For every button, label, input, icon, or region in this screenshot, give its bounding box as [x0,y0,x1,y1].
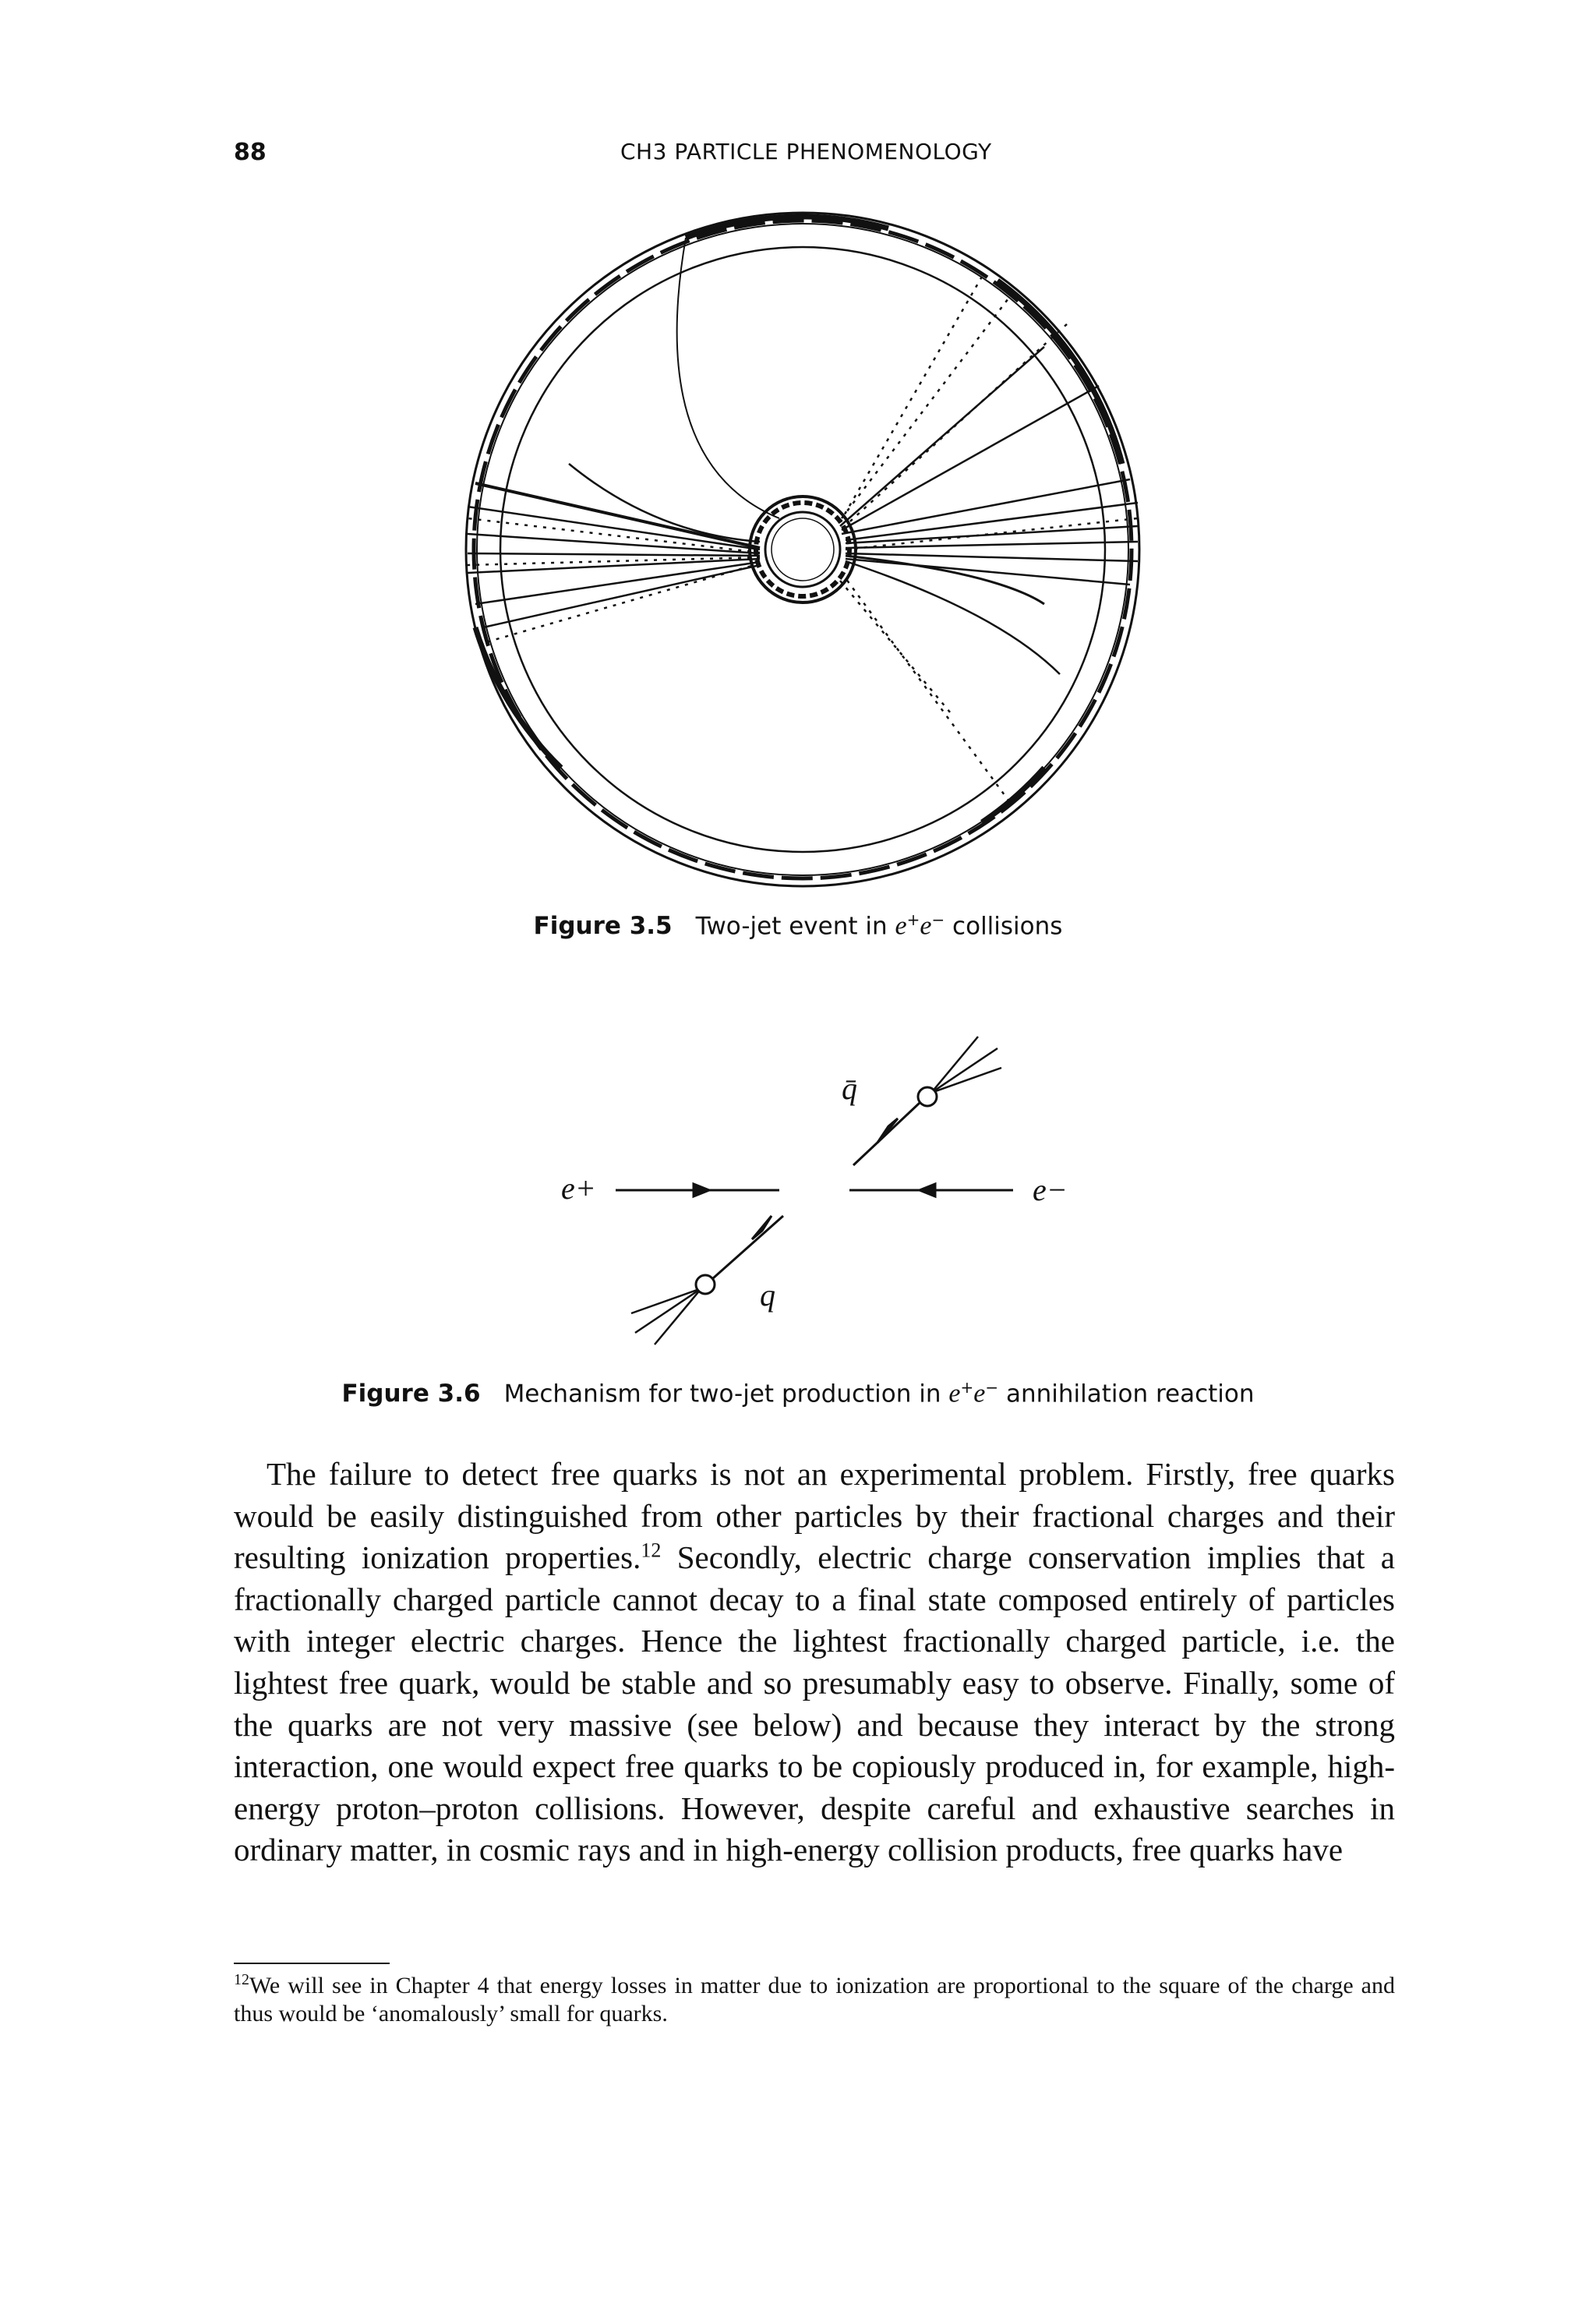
footnote-marker: 12 [234,1971,249,1988]
caption-e: e [973,1379,986,1408]
paragraph [234,1454,1395,1871]
figure-3-6-diagram [514,1005,1107,1348]
figure-3-6-caption [0,1378,1596,1408]
paragraph-text: The failure to detect free quarks is not an experimental problem. Firstly, free quarks would be easily distinguished from other particles by their fractional charges and their resulting ionization properties. [234,1456,1395,1576]
body-text [234,1454,1395,1871]
page-number: 88 [234,139,267,166]
caption-text: Two-jet event in [695,912,895,941]
outer-arc-hit-bottom [982,768,1044,822]
paragraph-text: Secondly, electric charge conservation implies that a fractionally charged particle cannot decay to a final state composed entirely of particles with integer electric charges. Hence the lightest fractionally charged particle, i.e. the lightest free quark, would be stable and so presumably easy to observe. Finally, some of the quarks are not very massive (see below) and because they interact by the strong interaction, one would expect free quarks to be copiously produced in, for example, high-energy proton–proton collisions. However, despite careful and exhaustive searches in ordinary matter, in cosmic rays and in high-energy collision products, free quarks have [234,1539,1395,1868]
label-eminus: e− [1033,1172,1068,1207]
running-title: CH3 PARTICLE PHENOMENOLOGY [620,139,992,164]
caption-sup: + [906,910,920,929]
caption-e: e [920,911,932,941]
right-jet-tracks [840,277,1138,807]
caption-sup: + [960,1378,974,1397]
caption-sup: − [931,910,945,929]
footnote-text: We will see in Chapter 4 that energy losses in matter due to ionization are proportional to the square of the charge and thus would be ‘anomalously’ small for quarks. [234,1973,1395,2026]
label-qbar: q̄ [842,1071,857,1106]
figure-3-5-label: Figure 3.5 [533,912,673,941]
left-jet-tracks [468,238,779,643]
label-eplus: e+ [561,1171,596,1206]
caption-e: e [948,1379,961,1408]
footnote [234,1972,1395,2028]
caption-text: Mechanism for two-jet production in [503,1380,949,1408]
beampipe-core [772,518,834,581]
caption-e: e [895,911,907,941]
detector-outer-ring-inner [477,224,1128,875]
drift-chamber-ring [500,247,1105,852]
caption-text: annihilation reaction [998,1380,1255,1408]
running-head [0,139,1596,170]
footnote-rule [234,1963,390,1964]
qbar-arrow [877,1118,898,1143]
beampipe-segmented [756,503,849,596]
beampipe-inner [765,512,840,587]
q-line [713,1216,783,1278]
caption-sup: − [985,1378,999,1397]
figure-3-6-label: Figure 3.6 [341,1380,481,1408]
eplus-arrow [694,1184,709,1196]
qbar-vertex [918,1087,937,1106]
label-q: q [760,1277,775,1313]
figure-3-5-caption [0,910,1596,941]
caption-text: collisions [945,912,1063,941]
outer-arc-hit-left [475,627,561,768]
figure-3-5-event-display [452,207,1153,892]
eminus-arrow [920,1184,935,1196]
q-vertex [696,1275,715,1294]
footnote-ref[interactable]: 12 [641,1539,662,1562]
qbar-line [853,1103,920,1165]
